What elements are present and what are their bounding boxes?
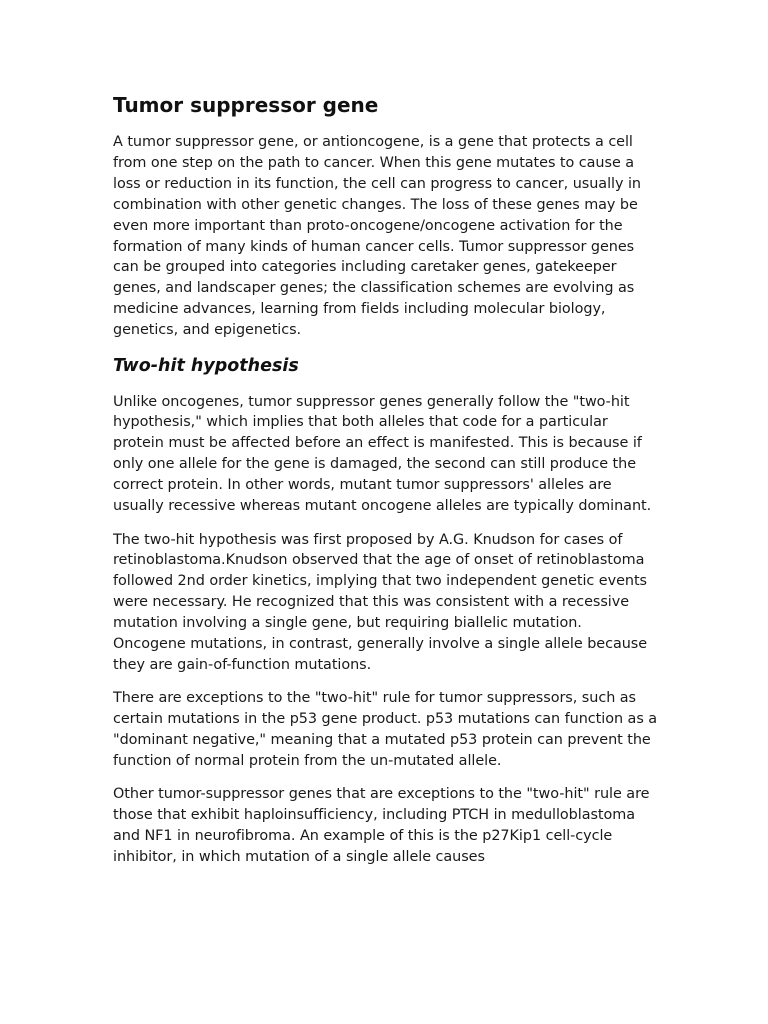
section-paragraph: The two-hit hypothesis was first proposed by A.G. Knudson for cases of retinoblastoma.Knudson observed that the age of onset of retinoblastoma followed 2nd order kinetics, implying that two independent genetic events were necessary. He recognized that this was consistent with a recessive mutation involving a single gene, but requiring biallelic mutation. Oncogene mutations, in contrast, generally involve a single allele because they are gain-of-function mutations.	[113, 531, 648, 673]
section-paragraph: Unlike oncogenes, tumor suppressor genes generally follow the "two-hit hypothesis," which implies that both alleles that code for a particular protein must be affected before an effect is manifested. This is because if only one allele for the gene is damaged, the second can still produce the correct protein. In other words, mutant tumor suppressors' alleles are usually recessive whereas mutant oncogene alleles are typically dominant.	[113, 393, 652, 515]
page-title: Tumor suppressor gene	[113, 93, 379, 117]
section-paragraph: There are exceptions to the "two-hit" rule for tumor suppressors, such as certain mutations in the p53 gene product. p53 mutations can function as a "dominant negative," meaning that a mutated p53 protein can prevent the function of normal protein from the un-mutated allele.	[113, 690, 658, 770]
section-paragraph: Other tumor-suppressor genes that are exceptions to the "two-hit" rule are those that exhibit haploinsufficiency, including PTCH in medulloblastoma and NF1 in neurofibroma. An example of this is the p27Kip1 cell-cycle inhibitor, in which mutation of a single allele causes	[113, 786, 650, 866]
intro-paragraph: A tumor suppressor gene, or antioncogene, is a gene that protects a cell from one step on the path to cancer. When this gene mutates to cause a loss or reduction in its function, the cell can progress to cancer, usually in combination with other genetic changes. The loss of these genes may be even more important than proto-oncogene/oncogene activation for the formation of many kinds of human cancer cells. Tumor suppressor genes can be grouped into categories including caretaker genes, gatekeeper genes, and landscaper genes; the classification schemes are evolving as medicine advances, learning from fields including molecular biology, genetics, and epigenetics.	[113, 134, 641, 339]
document-page	[113, 92, 658, 868]
section-heading: Two-hit hypothesis	[113, 355, 299, 376]
